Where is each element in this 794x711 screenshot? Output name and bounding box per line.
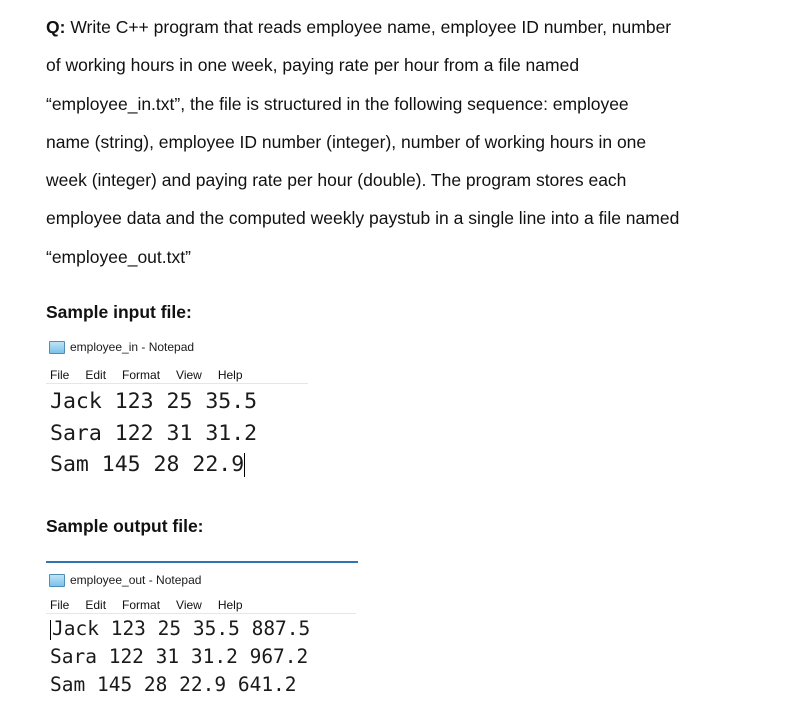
menu-file[interactable]: File (50, 367, 70, 382)
menu-edit[interactable]: Edit (85, 597, 107, 612)
question-line-1 (46, 8, 766, 46)
input-menubar (46, 366, 308, 384)
sample-input-heading: Sample input file: (46, 302, 192, 322)
text-caret (50, 620, 51, 640)
text-caret (244, 453, 245, 477)
menu-file[interactable]: File (50, 597, 70, 612)
output-line-1 (50, 615, 356, 643)
question-line-4: name (string), employee ID number (integer), number of working hours in one (46, 131, 647, 152)
input-notepad-titlebar (46, 338, 308, 356)
input-line-1: Jack 123 25 35.5 (50, 389, 258, 414)
input-window-title: employee_in - Notepad (70, 340, 195, 354)
input-line-2: Sara 122 31 31.2 (50, 420, 258, 446)
notepad-icon (49, 574, 65, 587)
output-line-3: Sam 145 28 22.9 641.2 (50, 673, 297, 696)
question-label: Q: (46, 17, 66, 37)
menu-help[interactable]: Help (217, 597, 243, 612)
menu-format[interactable]: Format (122, 367, 161, 382)
divider-rule (46, 561, 358, 563)
output-window-title: employee_out - Notepad (70, 573, 202, 587)
sample-output-heading: Sample output file: (46, 516, 204, 536)
input-line-3 (50, 449, 308, 481)
output-text-area[interactable] (46, 615, 356, 699)
menu-format[interactable]: Format (122, 597, 161, 612)
output-notepad-titlebar (46, 571, 356, 589)
question-line-2: of working hours in one week, paying rate per hour from a file named (46, 55, 580, 76)
question-first-line: Write C++ program that reads employee name, employee ID number, number (70, 17, 672, 37)
notepad-icon (49, 341, 65, 354)
menu-view[interactable]: View (176, 597, 202, 612)
output-line-2: Sara 122 31 31.2 967.2 (50, 645, 309, 668)
question-line-6: employee data and the computed weekly paystub in a single line into a file named (46, 208, 680, 229)
question-paragraph (46, 8, 766, 276)
question-line-7: “employee_out.txt” (46, 246, 191, 267)
question-line-3: “employee_in.txt”, the file is structured in the following sequence: employee (46, 93, 629, 114)
menu-view[interactable]: View (176, 367, 202, 382)
output-line-1-text: Jack 123 25 35.5 887.5 (52, 617, 311, 640)
menu-edit[interactable]: Edit (85, 367, 107, 382)
output-menubar (46, 596, 356, 614)
menu-help[interactable]: Help (217, 367, 243, 382)
input-line-3-text: Sam 145 28 22.9 (50, 452, 245, 477)
input-text-area[interactable] (46, 386, 308, 481)
output-notepad-window (46, 571, 356, 699)
input-notepad-window (46, 338, 308, 481)
question-line-5: week (integer) and paying rate per hour (double). The program stores each (46, 170, 627, 191)
